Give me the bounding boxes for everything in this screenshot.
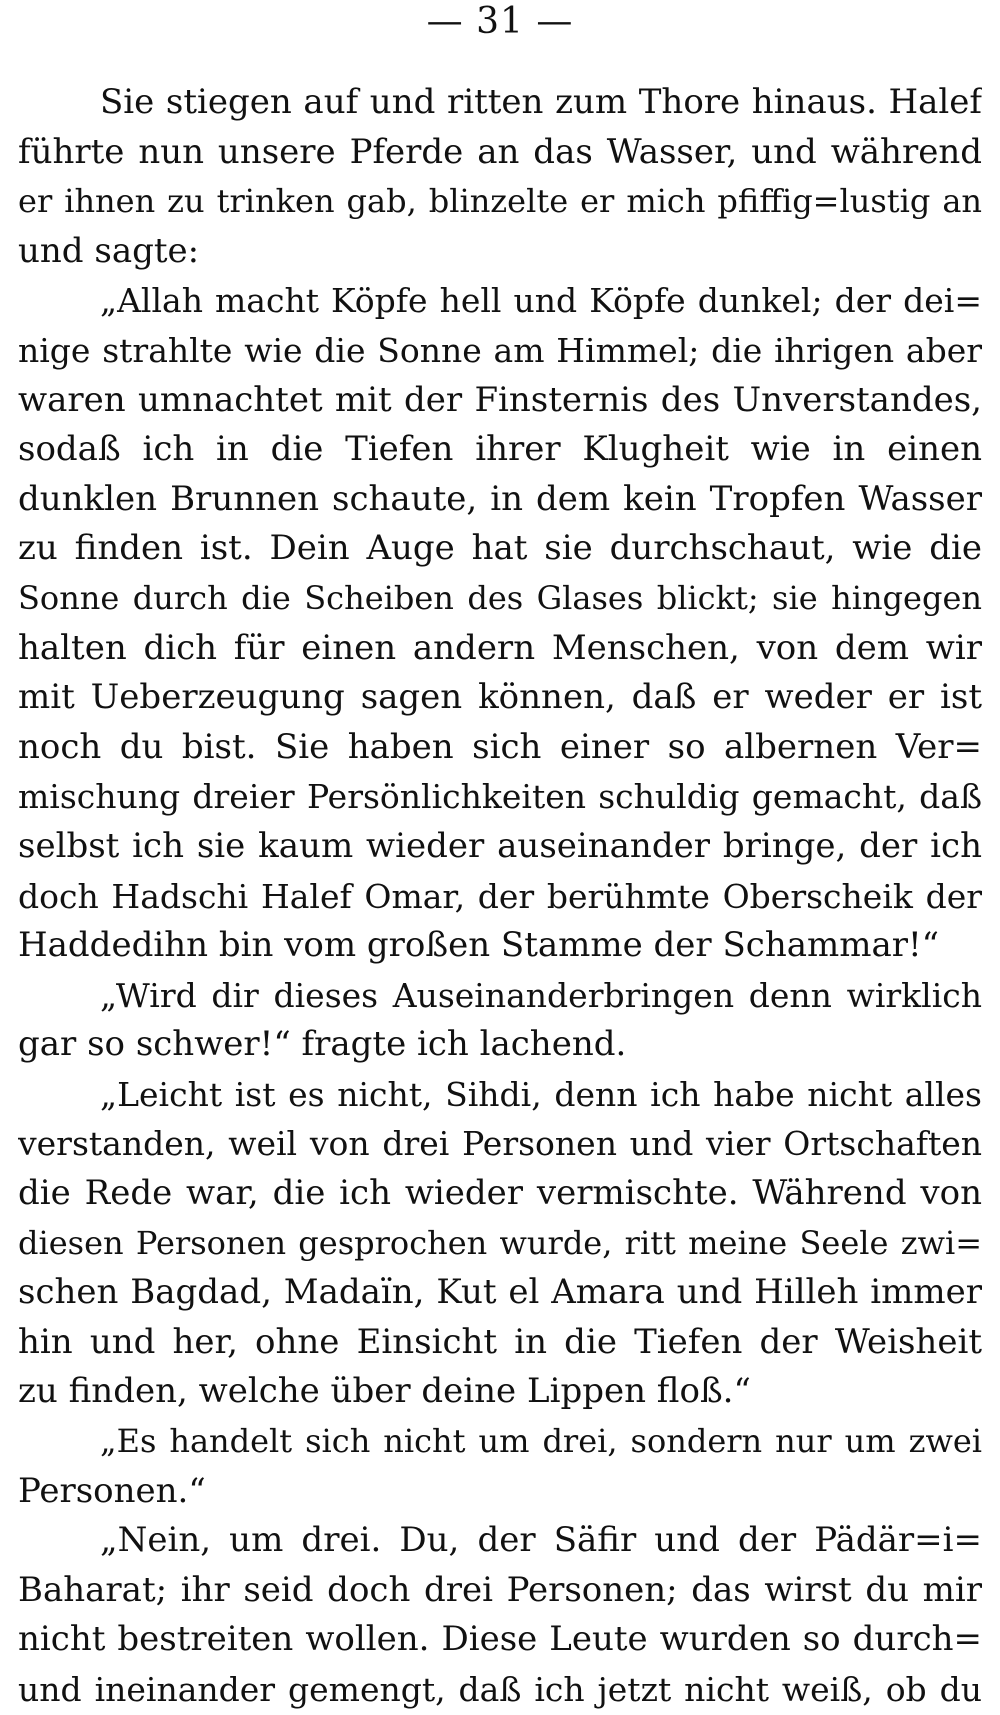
text-line: „Wird dir dieses Auseinanderbringen denn wirklich bbox=[100, 975, 982, 1015]
text-line: „Nein, um drei. Du, der Säfir und der Pädär=i= bbox=[100, 1520, 982, 1561]
text-line: führte nun unsere Pferde an das Wasser, und während bbox=[18, 131, 982, 172]
text-line: Haddedihn bin vom großen Stamme der Schammar!“ bbox=[18, 925, 940, 966]
text-line: „Leicht ist es nicht, Sihdi, denn ich habe nicht alles bbox=[100, 1074, 982, 1114]
text-line: nige strahlte wie die Sonne am Himmel; die ihrigen aber bbox=[18, 330, 982, 370]
text-line: diesen Personen gesprochen wurde, ritt meine Seele zwi= bbox=[18, 1223, 982, 1262]
text-line: verstanden, weil von drei Personen und vier Ortschaften bbox=[18, 1124, 982, 1164]
text-line: Sonne durch die Scheiben des Glases blickt; sie hingegen bbox=[18, 578, 982, 617]
text-line: Sie stiegen auf und ritten zum Thore hinaus. Halef bbox=[100, 82, 982, 122]
text-line: sodaß ich in die Tiefen ihrer Klugheit wie in einen bbox=[18, 429, 982, 470]
body-text bbox=[18, 78, 982, 1715]
text-line: halten dich für einen andern Menschen, von dem wir bbox=[18, 627, 982, 668]
text-line: zu finden ist. Dein Auge hat sie durchschaut, wie die bbox=[18, 528, 982, 569]
text-line: und sagte: bbox=[18, 230, 200, 271]
text-line: noch du bist. Sie haben sich einer so albernen Ver= bbox=[18, 726, 982, 767]
text-line: waren umnachtet mit der Finsternis des Unverstandes, bbox=[18, 379, 982, 420]
text-line: er ihnen zu trinken gab, blinzelte er mich pfiffig=lustig an bbox=[18, 182, 982, 221]
text-line: die Rede war, die ich wieder vermischte. Während von bbox=[18, 1173, 982, 1214]
text-line: zu finden, welche über deine Lippen floß.“ bbox=[18, 1371, 751, 1412]
text-line: nicht bestreiten wollen. Diese Leute wurden so durch= bbox=[18, 1619, 982, 1660]
page-number: — 31 — bbox=[426, 1, 574, 42]
text-line: hin und her, ohne Einsicht in die Tiefen der Weisheit bbox=[18, 1321, 982, 1362]
text-line: gar so schwer!“ fragte ich lachend. bbox=[18, 1024, 627, 1065]
text-line: Baharat; ihr seid doch drei Personen; das wirst du mir bbox=[18, 1569, 982, 1610]
text-line: selbst ich sie kaum wieder auseinander bringe, der ich bbox=[18, 825, 982, 866]
text-line: „Es handelt sich nicht um drei, sondern nur um zwei bbox=[100, 1422, 982, 1461]
text-line: dunklen Brunnen schaute, in dem kein Tropfen Wasser bbox=[18, 478, 982, 519]
text-line: mit Ueberzeugung sagen können, daß er weder er ist bbox=[18, 677, 982, 718]
text-line: schen Bagdad, Madaïn, Kut el Amara und Hilleh immer bbox=[18, 1272, 982, 1313]
text-line: Personen.“ bbox=[18, 1470, 206, 1511]
text-line: mischung dreier Persönlichkeiten schuldig gemacht, daß bbox=[18, 777, 982, 817]
text-line: „Allah macht Köpfe hell und Köpfe dunkel; der dei= bbox=[100, 281, 982, 321]
text-line: und ineinander gemengt, daß ich jetzt nicht weiß, ob du bbox=[18, 1670, 982, 1709]
text-line: doch Hadschi Halef Omar, der berühmte Oberscheik der bbox=[18, 876, 982, 916]
